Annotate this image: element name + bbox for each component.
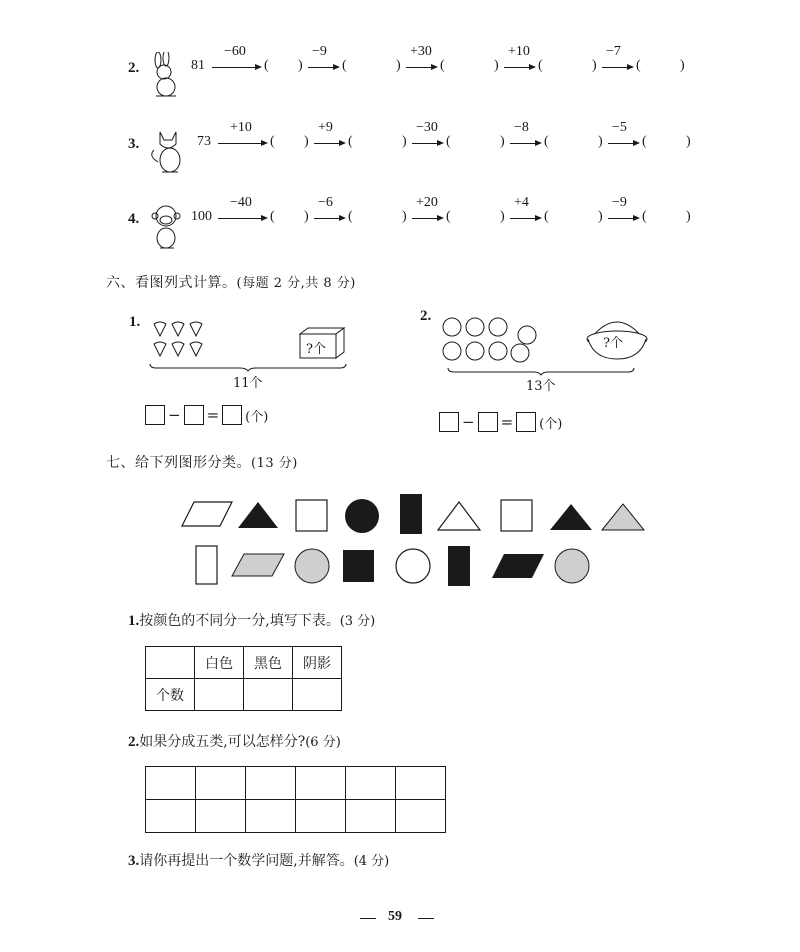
white-triangle (438, 502, 480, 530)
white-parallelogram (182, 502, 232, 526)
answer-blank-close: ) (500, 134, 505, 149)
answer-blank-close: ) (494, 58, 499, 73)
answer-blank-close: ) (500, 209, 505, 224)
section7-title: 七、给下列图形分类。 (106, 455, 251, 471)
problem1-box-label: ?个 (306, 342, 326, 357)
q3-score: (4 分) (353, 854, 390, 869)
shaded-circle (555, 549, 589, 583)
problem2-total: 13个 (526, 379, 556, 394)
answer-box[interactable] (516, 412, 536, 432)
table-header-black: 黑色 (244, 647, 293, 679)
answer-box[interactable] (145, 405, 165, 425)
answer-blank-close: ) (298, 58, 303, 73)
black-rectangle (400, 494, 422, 534)
answer-blank-close: ) (304, 134, 309, 149)
white-circle (396, 549, 430, 583)
arrow-icon (608, 218, 638, 219)
answer-cell[interactable] (296, 800, 346, 833)
section7-heading (106, 452, 298, 472)
operation-label: −7 (606, 44, 621, 59)
chain-number: 3. (128, 136, 140, 152)
problem2-equation (439, 412, 562, 432)
arrow-icon (510, 143, 540, 144)
operation-label: −30 (416, 120, 438, 135)
chain-number: 4. (128, 211, 140, 227)
answer-blank-close: ) (592, 58, 597, 73)
table-row-label: 个数 (146, 679, 195, 711)
q2-text: 如果分成五类,可以怎样分? (139, 734, 306, 750)
q3-number: 3. (128, 853, 140, 869)
answer-blank[interactable]: ( (538, 58, 543, 73)
arrow-icon (308, 67, 338, 68)
operation-label: −40 (230, 195, 252, 210)
answer-cell[interactable] (346, 800, 396, 833)
table-header-shaded: 阴影 (293, 647, 342, 679)
answer-blank-close: ) (304, 209, 309, 224)
arrow-icon (602, 67, 632, 68)
operation-label: −8 (514, 120, 529, 135)
answer-blank-close: ) (402, 209, 407, 224)
answer-cell[interactable] (246, 767, 296, 800)
answer-cell[interactable] (296, 767, 346, 800)
black-rectangle (448, 546, 470, 586)
answer-blank-close: ) (680, 58, 685, 73)
arrow-icon (218, 143, 266, 144)
answer-blank[interactable]: ( (348, 209, 353, 224)
answer-box[interactable] (184, 405, 204, 425)
answer-blank[interactable]: ( (264, 58, 269, 73)
answer-blank[interactable]: ( (270, 209, 275, 224)
problem1-equation (145, 405, 268, 425)
answer-blank[interactable]: ( (348, 134, 353, 149)
q3-prompt (128, 850, 389, 870)
answer-cell[interactable] (146, 767, 196, 800)
answer-cell[interactable] (196, 800, 246, 833)
q1-number: 1. (128, 613, 140, 629)
answer-blank[interactable]: ( (446, 134, 451, 149)
q2-score: (6 分) (305, 735, 341, 750)
answer-cell[interactable] (244, 679, 293, 711)
problem1-total: 11个 (233, 376, 263, 391)
answer-box[interactable] (439, 412, 459, 432)
problem2-basket-label: ?个 (603, 336, 623, 351)
arrow-icon (510, 218, 540, 219)
chain-start-number: 73 (197, 134, 211, 149)
section6-score: (每题 2 分,共 8 分) (236, 276, 356, 291)
white-square (296, 500, 327, 531)
operation-label: +20 (416, 195, 438, 210)
section6-heading (106, 272, 356, 292)
arrow-icon (314, 143, 344, 144)
equals-sign: = (500, 413, 514, 431)
operation-label: −6 (318, 195, 333, 210)
chain-number: 2. (128, 60, 140, 76)
answer-cell[interactable] (196, 767, 246, 800)
arrow-icon (608, 143, 638, 144)
q1-text: 按颜色的不同分一分,填写下表。 (139, 613, 340, 629)
minus-sign: − (168, 406, 181, 424)
answer-box[interactable] (222, 405, 242, 425)
rabbit-icon (148, 52, 182, 104)
classification-table (145, 766, 446, 833)
chain-start-number: 100 (191, 209, 212, 224)
white-rectangle (196, 546, 217, 584)
q2-prompt (128, 731, 341, 751)
arrow-icon (412, 143, 442, 144)
section6-title: 六、看图列式计算。 (106, 275, 237, 291)
answer-blank-close: ) (598, 134, 603, 149)
minus-sign: − (462, 413, 475, 431)
apples-image (440, 313, 546, 365)
page-number: 59 (388, 909, 402, 924)
arrow-icon (412, 218, 442, 219)
black-square (343, 550, 374, 582)
q1-prompt (128, 610, 375, 630)
answer-cell[interactable] (146, 800, 196, 833)
color-table (145, 646, 342, 711)
operation-label: +4 (514, 195, 529, 210)
answer-blank[interactable]: ( (342, 58, 347, 73)
table-header-white: 白色 (195, 647, 244, 679)
white-square (501, 500, 532, 531)
problem2-number: 2. (420, 308, 432, 324)
answer-cell[interactable] (293, 679, 342, 711)
monkey-icon (150, 202, 184, 256)
answer-cell[interactable] (346, 767, 396, 800)
q1-score: (3 分) (339, 614, 376, 629)
chain-start-number: 81 (191, 58, 205, 73)
answer-cell[interactable] (396, 800, 446, 833)
arrow-icon (504, 67, 534, 68)
answer-blank[interactable]: ( (440, 58, 445, 73)
shaded-circle (295, 549, 329, 583)
operation-label: +30 (410, 44, 432, 59)
cat-icon (148, 126, 188, 180)
answer-blank[interactable]: ( (544, 134, 549, 149)
footer-dash-right (418, 918, 434, 919)
shaded-triangle (602, 504, 644, 530)
arrow-icon (212, 67, 260, 68)
answer-cell[interactable] (396, 767, 446, 800)
arrow-icon (314, 218, 344, 219)
q2-number: 2. (128, 734, 140, 750)
answer-blank[interactable]: ( (446, 209, 451, 224)
problem1-number: 1. (129, 314, 141, 330)
black-circle (345, 499, 379, 533)
black-triangle (550, 504, 592, 530)
shaded-parallelogram (232, 554, 284, 576)
equals-sign: = (206, 406, 220, 424)
footer-dash-left (360, 918, 376, 919)
answer-cell[interactable] (195, 679, 244, 711)
arrow-icon (218, 218, 266, 219)
operation-label: −9 (312, 44, 327, 59)
black-parallelogram (492, 554, 544, 578)
section7-score: (13 分) (251, 456, 298, 471)
operation-label: −60 (224, 44, 246, 59)
unit-label: (个) (539, 416, 563, 432)
answer-blank-close: ) (686, 209, 691, 224)
answer-blank-close: ) (402, 134, 407, 149)
operation-label: +10 (230, 120, 252, 135)
answer-blank[interactable]: ( (270, 134, 275, 149)
answer-blank-close: ) (598, 209, 603, 224)
answer-blank[interactable]: ( (642, 209, 647, 224)
answer-blank[interactable]: ( (642, 134, 647, 149)
table-cell (146, 647, 195, 679)
black-triangle (238, 502, 278, 528)
operation-label: −9 (612, 195, 627, 210)
arrow-icon (406, 67, 436, 68)
answer-blank[interactable]: ( (544, 209, 549, 224)
operation-label: −5 (612, 120, 627, 135)
answer-cell[interactable] (246, 800, 296, 833)
answer-box[interactable] (478, 412, 498, 432)
operation-label: +10 (508, 44, 530, 59)
answer-blank[interactable]: ( (636, 58, 641, 73)
shapes-panel (176, 488, 650, 592)
problem1-brace (148, 362, 348, 372)
answer-blank-close: ) (686, 134, 691, 149)
answer-blank-close: ) (396, 58, 401, 73)
operation-label: +9 (318, 120, 333, 135)
unit-label: (个) (245, 409, 269, 425)
strawberries-image (150, 318, 210, 362)
q3-text: 请你再提出一个数学问题,并解答。 (139, 853, 354, 869)
